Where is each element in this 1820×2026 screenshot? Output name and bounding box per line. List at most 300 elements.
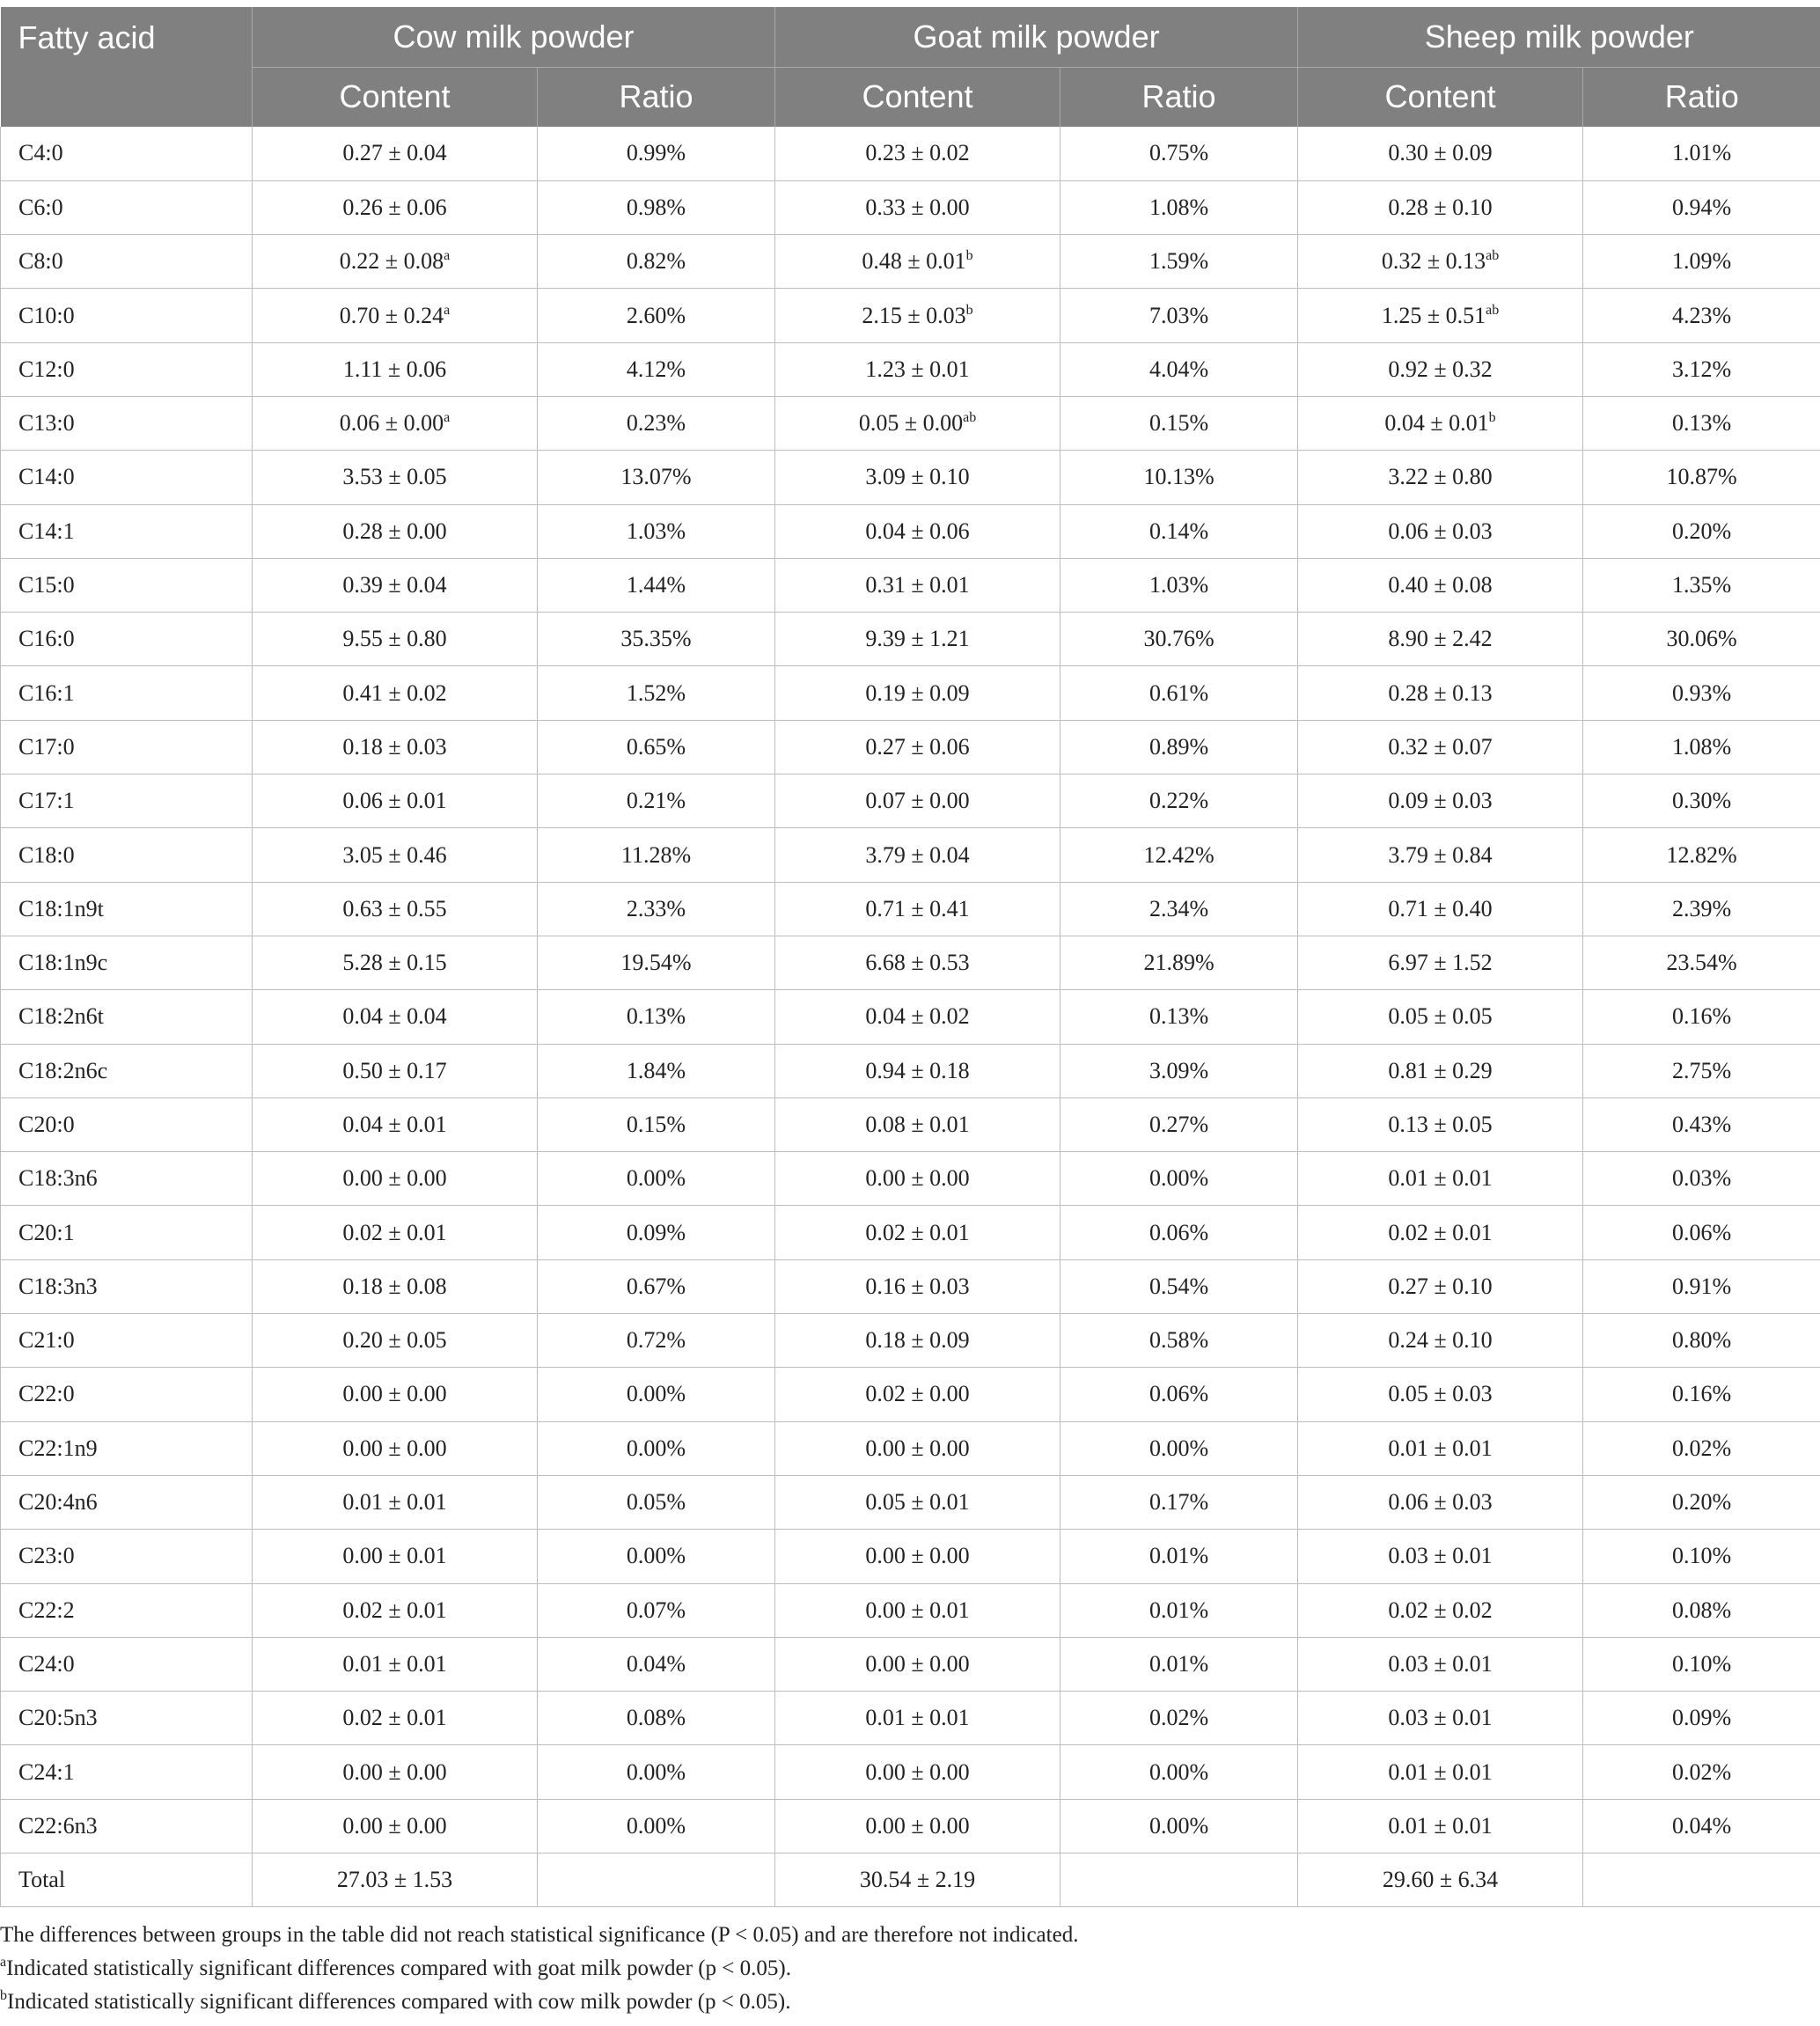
cell-cow-content bbox=[253, 774, 538, 828]
cell-value: 0.00% bbox=[626, 1381, 686, 1407]
cell-fatty-acid: C6:0 bbox=[1, 180, 253, 234]
cell-goat-ratio bbox=[1060, 1314, 1298, 1368]
cell-cow-ratio bbox=[538, 1206, 775, 1259]
cell-value: 0.06 ± 0.01 bbox=[342, 788, 447, 814]
cell-sheep-ratio bbox=[1583, 1745, 1820, 1799]
cell-sheep-ratio bbox=[1583, 1853, 1820, 1907]
significance-mark: b bbox=[965, 248, 973, 264]
cell-value: 0.21% bbox=[626, 788, 686, 814]
cell-sheep-content bbox=[1298, 1421, 1583, 1475]
cell-cow-content bbox=[253, 396, 538, 450]
cell-goat-ratio bbox=[1060, 504, 1298, 558]
footnote-b-mark: b bbox=[0, 1988, 7, 2003]
table-row bbox=[1, 1799, 1820, 1853]
cell-cow-ratio bbox=[538, 1692, 775, 1745]
cell-value: 0.00 ± 0.01 bbox=[865, 1597, 970, 1623]
cell-fatty-acid: C14:0 bbox=[1, 451, 253, 504]
cell-sheep-ratio bbox=[1583, 1206, 1820, 1259]
cell-value: 0.00 ± 0.00 bbox=[342, 1435, 447, 1461]
cell-value: 23.54% bbox=[1666, 950, 1737, 976]
cell-value: 0.75% bbox=[1149, 140, 1209, 166]
cell-value: 3.05 ± 0.46 bbox=[342, 841, 447, 868]
cell-goat-content bbox=[775, 1853, 1060, 1907]
cell-fatty-acid: C24:1 bbox=[1, 1745, 253, 1799]
cell-value: 0.20% bbox=[1671, 518, 1732, 544]
cell-goat-ratio bbox=[1060, 1583, 1298, 1637]
cell-cow-ratio bbox=[538, 235, 775, 289]
table-row bbox=[1, 936, 1820, 989]
table-row bbox=[1, 666, 1820, 720]
cell-goat-content bbox=[775, 1475, 1060, 1529]
cell-sheep-ratio bbox=[1583, 613, 1820, 666]
table-row bbox=[1, 1475, 1820, 1529]
cell-value: 0.18 ± 0.09 bbox=[865, 1327, 970, 1354]
footnote-b bbox=[0, 1986, 1820, 2019]
cell-goat-ratio bbox=[1060, 1259, 1298, 1313]
cell-sheep-ratio bbox=[1583, 289, 1820, 342]
cell-goat-content bbox=[775, 180, 1060, 234]
cell-value: 6.68 ± 0.53 bbox=[865, 950, 970, 976]
table-row bbox=[1, 1421, 1820, 1475]
table-row bbox=[1, 774, 1820, 828]
cell-value: 2.60% bbox=[626, 302, 686, 328]
cell-cow-ratio bbox=[538, 1314, 775, 1368]
cell-cow-content bbox=[253, 451, 538, 504]
cell-goat-ratio bbox=[1060, 451, 1298, 504]
cell-cow-content bbox=[253, 1259, 538, 1313]
cell-value: 12.42% bbox=[1143, 841, 1215, 868]
cell-value: 0.05 ± 0.01 bbox=[865, 1489, 970, 1516]
cell-sheep-ratio bbox=[1583, 1152, 1820, 1206]
cell-value: 0.28 ± 0.10 bbox=[1388, 194, 1493, 220]
cell-value: 1.11 ± 0.06 bbox=[342, 356, 447, 382]
cell-value: 0.19 ± 0.09 bbox=[865, 679, 970, 706]
cell-cow-content bbox=[253, 1475, 538, 1529]
cell-value: 0.94% bbox=[1671, 194, 1732, 220]
cell-sheep-ratio bbox=[1583, 1799, 1820, 1853]
cell-value: 0.16% bbox=[1671, 1003, 1732, 1030]
cell-goat-content bbox=[775, 1152, 1060, 1206]
cell-value: 0.00 ± 0.00 bbox=[865, 1543, 970, 1569]
cell-fatty-acid: C20:5n3 bbox=[1, 1692, 253, 1745]
cell-value: 3.79 ± 0.04 bbox=[865, 841, 970, 868]
cell-cow-content bbox=[253, 720, 538, 774]
cell-value: 0.02 ± 0.02 bbox=[1388, 1597, 1493, 1623]
cell-sheep-content bbox=[1298, 1799, 1583, 1853]
cell-fatty-acid: C18:3n3 bbox=[1, 1259, 253, 1313]
cell-cow-ratio bbox=[538, 1799, 775, 1853]
table-row bbox=[1, 235, 1820, 289]
cell-value: 0.43% bbox=[1671, 1111, 1732, 1137]
table-row bbox=[1, 504, 1820, 558]
cell-value: 0.01 ± 0.01 bbox=[1388, 1165, 1493, 1192]
footnote-a-text: Indicated statistically significant differences compared with goat milk powder (p < 0.05). bbox=[6, 1956, 791, 1980]
cell-value: 10.87% bbox=[1666, 464, 1737, 490]
cell-value: 0.00% bbox=[1149, 1758, 1209, 1785]
cell-goat-ratio bbox=[1060, 882, 1298, 936]
cell-value: 3.53 ± 0.05 bbox=[342, 464, 447, 490]
cell-value: 0.48 ± 0.01 bbox=[862, 248, 966, 275]
cell-value: 0.00 ± 0.00 bbox=[342, 1758, 447, 1785]
cell-value: 0.03 ± 0.01 bbox=[1388, 1650, 1493, 1677]
cell-cow-content bbox=[253, 828, 538, 882]
cell-sheep-ratio bbox=[1583, 1637, 1820, 1691]
cell-goat-ratio bbox=[1060, 127, 1298, 180]
cell-goat-ratio bbox=[1060, 1097, 1298, 1151]
cell-value: 0.23% bbox=[626, 410, 686, 437]
cell-value: 0.27 ± 0.04 bbox=[342, 140, 447, 166]
cell-value: 0.09 ± 0.03 bbox=[1388, 788, 1493, 814]
cell-value: 0.22% bbox=[1149, 788, 1209, 814]
cell-fatty-acid: C21:0 bbox=[1, 1314, 253, 1368]
cell-sheep-ratio bbox=[1583, 1368, 1820, 1421]
cell-cow-ratio bbox=[538, 1259, 775, 1313]
significance-mark: ab bbox=[1486, 248, 1500, 264]
cell-value: 0.08 ± 0.01 bbox=[865, 1111, 970, 1137]
cell-goat-ratio bbox=[1060, 235, 1298, 289]
cell-value: 0.01% bbox=[1149, 1543, 1209, 1569]
cell-value: 0.24 ± 0.10 bbox=[1388, 1327, 1493, 1354]
cell-value: 0.02% bbox=[1671, 1758, 1732, 1785]
cell-sheep-ratio bbox=[1583, 1314, 1820, 1368]
cell-sheep-ratio bbox=[1583, 1097, 1820, 1151]
cell-sheep-content bbox=[1298, 1637, 1583, 1691]
cell-sheep-content bbox=[1298, 558, 1583, 612]
cell-goat-content bbox=[775, 451, 1060, 504]
cell-value: 0.00% bbox=[1149, 1165, 1209, 1192]
cell-sheep-content bbox=[1298, 1044, 1583, 1097]
cell-goat-content bbox=[775, 1097, 1060, 1151]
cell-sheep-content bbox=[1298, 613, 1583, 666]
cell-value: 0.98% bbox=[626, 194, 686, 220]
cell-value: 0.05 ± 0.03 bbox=[1388, 1381, 1493, 1407]
cell-sheep-content bbox=[1298, 666, 1583, 720]
cell-cow-ratio bbox=[538, 990, 775, 1044]
cell-value: 0.20 ± 0.05 bbox=[342, 1327, 447, 1354]
cell-value: 0.05 ± 0.00 bbox=[858, 410, 964, 437]
cell-goat-ratio bbox=[1060, 396, 1298, 450]
cell-sheep-content bbox=[1298, 1314, 1583, 1368]
cell-goat-ratio bbox=[1060, 936, 1298, 989]
cell-value: 0.81 ± 0.29 bbox=[1388, 1057, 1493, 1083]
cell-value: 0.01% bbox=[1149, 1650, 1209, 1677]
cell-cow-content bbox=[253, 504, 538, 558]
cell-cow-ratio bbox=[538, 774, 775, 828]
cell-value: 0.01 ± 0.01 bbox=[865, 1705, 970, 1731]
cell-goat-ratio bbox=[1060, 1853, 1298, 1907]
cell-sheep-ratio bbox=[1583, 1259, 1820, 1313]
table-body bbox=[1, 127, 1820, 1907]
cell-value: 12.82% bbox=[1666, 841, 1737, 868]
cell-fatty-acid: C20:1 bbox=[1, 1206, 253, 1259]
cell-value: 0.13 ± 0.05 bbox=[1388, 1111, 1493, 1137]
cell-value: 0.54% bbox=[1149, 1273, 1209, 1299]
cell-goat-ratio bbox=[1060, 1152, 1298, 1206]
cell-goat-content bbox=[775, 396, 1060, 450]
table-row bbox=[1, 1044, 1820, 1097]
cell-goat-content bbox=[775, 558, 1060, 612]
cell-value: 1.84% bbox=[626, 1057, 686, 1083]
cell-cow-content bbox=[253, 127, 538, 180]
cell-value: 1.23 ± 0.01 bbox=[865, 356, 970, 382]
cell-goat-ratio bbox=[1060, 1206, 1298, 1259]
cell-cow-content bbox=[253, 558, 538, 612]
cell-cow-content bbox=[253, 1152, 538, 1206]
cell-goat-content bbox=[775, 289, 1060, 342]
cell-goat-content bbox=[775, 1368, 1060, 1421]
cell-value: 1.59% bbox=[1149, 248, 1209, 275]
cell-goat-content bbox=[775, 1799, 1060, 1853]
cell-cow-content bbox=[253, 1637, 538, 1691]
cell-value: 1.08% bbox=[1149, 194, 1209, 220]
table-row bbox=[1, 1206, 1820, 1259]
cell-goat-content bbox=[775, 1692, 1060, 1745]
cell-value: 0.00% bbox=[1149, 1812, 1209, 1839]
cell-cow-content bbox=[253, 180, 538, 234]
cell-goat-content bbox=[775, 1044, 1060, 1097]
cell-value: 0.26 ± 0.06 bbox=[342, 194, 447, 220]
significance-mark: ab bbox=[1486, 302, 1500, 318]
table-row bbox=[1, 289, 1820, 342]
cell-goat-ratio bbox=[1060, 1745, 1298, 1799]
cell-goat-ratio bbox=[1060, 1530, 1298, 1583]
significance-mark: a bbox=[444, 410, 451, 426]
footnote-a-mark: a bbox=[0, 1955, 7, 1970]
cell-value: 9.39 ± 1.21 bbox=[865, 626, 970, 652]
cell-sheep-ratio bbox=[1583, 1692, 1820, 1745]
cell-fatty-acid: C17:0 bbox=[1, 720, 253, 774]
cell-sheep-content bbox=[1298, 289, 1583, 342]
cell-value: 0.27 ± 0.06 bbox=[865, 733, 970, 760]
table-row bbox=[1, 1368, 1820, 1421]
header-fatty-acid: Fatty acid bbox=[1, 7, 253, 127]
cell-value: 29.60 ± 6.34 bbox=[1382, 1867, 1499, 1893]
cell-value: 0.02 ± 0.01 bbox=[865, 1219, 970, 1245]
cell-value: 0.17% bbox=[1149, 1489, 1209, 1516]
cell-cow-content bbox=[253, 990, 538, 1044]
cell-cow-ratio bbox=[538, 1044, 775, 1097]
cell-goat-ratio bbox=[1060, 558, 1298, 612]
cell-value: 0.01 ± 0.01 bbox=[1388, 1812, 1493, 1839]
cell-value: 0.22 ± 0.08 bbox=[339, 248, 444, 275]
cell-sheep-ratio bbox=[1583, 720, 1820, 774]
cell-value: 0.13% bbox=[1671, 410, 1732, 437]
cell-value: 0.15% bbox=[1149, 410, 1209, 437]
cell-value: 1.35% bbox=[1671, 572, 1732, 598]
cell-fatty-acid: C16:1 bbox=[1, 666, 253, 720]
cell-fatty-acid: C22:0 bbox=[1, 1368, 253, 1421]
cell-value: 1.08% bbox=[1671, 733, 1732, 760]
cell-fatty-acid: C14:1 bbox=[1, 504, 253, 558]
cell-cow-content bbox=[253, 613, 538, 666]
cell-value: 0.09% bbox=[626, 1219, 686, 1245]
header-group-sheep: Sheep milk powder bbox=[1298, 7, 1820, 67]
cell-value: 0.50 ± 0.17 bbox=[342, 1057, 447, 1083]
cell-cow-content bbox=[253, 1368, 538, 1421]
cell-cow-ratio bbox=[538, 666, 775, 720]
cell-cow-content bbox=[253, 936, 538, 989]
cell-sheep-ratio bbox=[1583, 882, 1820, 936]
cell-goat-content bbox=[775, 127, 1060, 180]
table-row bbox=[1, 396, 1820, 450]
cell-value: 0.07% bbox=[626, 1597, 686, 1623]
cell-fatty-acid: C24:0 bbox=[1, 1637, 253, 1691]
cell-value: 0.03% bbox=[1671, 1165, 1732, 1192]
cell-cow-ratio bbox=[538, 1583, 775, 1637]
footnote-b-text: Indicated statistically significant differences compared with cow milk powder (p < 0.05). bbox=[7, 1990, 791, 2014]
cell-value: 11.28% bbox=[620, 841, 692, 868]
cell-value: 6.97 ± 1.52 bbox=[1388, 950, 1493, 976]
cell-value: 0.02 ± 0.01 bbox=[342, 1597, 447, 1623]
cell-goat-content bbox=[775, 936, 1060, 989]
cell-value: 0.06 ± 0.00 bbox=[339, 410, 444, 437]
cell-sheep-content bbox=[1298, 1475, 1583, 1529]
cell-value: 0.14% bbox=[1149, 518, 1209, 544]
cell-value: 0.18 ± 0.08 bbox=[342, 1273, 447, 1299]
cell-cow-content bbox=[253, 1745, 538, 1799]
cell-value: 0.18 ± 0.03 bbox=[342, 733, 447, 760]
cell-value: 30.54 ± 2.19 bbox=[859, 1867, 976, 1893]
cell-value: 0.09% bbox=[1671, 1705, 1732, 1731]
cell-value: 0.93% bbox=[1671, 679, 1732, 706]
cell-sheep-ratio bbox=[1583, 396, 1820, 450]
header-row-sub bbox=[1, 67, 1820, 127]
cell-goat-content bbox=[775, 774, 1060, 828]
cell-value: 35.35% bbox=[620, 626, 692, 652]
cell-value: 0.02% bbox=[1149, 1705, 1209, 1731]
cell-sheep-ratio bbox=[1583, 1421, 1820, 1475]
fatty-acid-table bbox=[0, 7, 1820, 1907]
cell-cow-ratio bbox=[538, 1530, 775, 1583]
table-row bbox=[1, 1259, 1820, 1313]
cell-value: 4.04% bbox=[1149, 356, 1209, 382]
cell-goat-content bbox=[775, 666, 1060, 720]
cell-value: 1.25 ± 0.51 bbox=[1381, 302, 1486, 328]
cell-cow-content bbox=[253, 1044, 538, 1097]
cell-value: 0.00 ± 0.00 bbox=[865, 1812, 970, 1839]
cell-goat-content bbox=[775, 882, 1060, 936]
cell-value: 0.40 ± 0.08 bbox=[1388, 572, 1493, 598]
cell-goat-content bbox=[775, 504, 1060, 558]
table-row bbox=[1, 1097, 1820, 1151]
cell-goat-ratio bbox=[1060, 1637, 1298, 1691]
cell-value: 0.06% bbox=[1671, 1219, 1732, 1245]
cell-fatty-acid: C18:0 bbox=[1, 828, 253, 882]
cell-value: 0.32 ± 0.07 bbox=[1388, 733, 1493, 760]
cell-fatty-acid: C12:0 bbox=[1, 342, 253, 396]
cell-goat-content bbox=[775, 1583, 1060, 1637]
cell-value: 0.67% bbox=[626, 1273, 686, 1299]
cell-value: 7.03% bbox=[1149, 302, 1209, 328]
cell-sheep-ratio bbox=[1583, 990, 1820, 1044]
cell-fatty-acid: C18:3n6 bbox=[1, 1152, 253, 1206]
cell-value: 0.70 ± 0.24 bbox=[339, 302, 444, 328]
cell-value: 0.10% bbox=[1671, 1650, 1732, 1677]
cell-value: 0.00% bbox=[626, 1165, 686, 1192]
cell-value: 0.89% bbox=[1149, 733, 1209, 760]
cell-cow-ratio bbox=[538, 342, 775, 396]
table-row bbox=[1, 1637, 1820, 1691]
header-cow-ratio: Ratio bbox=[538, 67, 775, 127]
cell-value: 0.00% bbox=[1149, 1435, 1209, 1461]
cell-value: 0.80% bbox=[1671, 1327, 1732, 1354]
cell-goat-content bbox=[775, 613, 1060, 666]
cell-cow-ratio bbox=[538, 504, 775, 558]
cell-cow-ratio bbox=[538, 289, 775, 342]
cell-fatty-acid: C17:1 bbox=[1, 774, 253, 828]
cell-value: 0.00 ± 0.00 bbox=[865, 1650, 970, 1677]
cell-value: 3.79 ± 0.84 bbox=[1388, 841, 1493, 868]
cell-sheep-content bbox=[1298, 1692, 1583, 1745]
cell-fatty-acid: C10:0 bbox=[1, 289, 253, 342]
cell-sheep-ratio bbox=[1583, 558, 1820, 612]
cell-value: 0.32 ± 0.13 bbox=[1381, 248, 1486, 275]
cell-sheep-content bbox=[1298, 1152, 1583, 1206]
cell-value: 0.04 ± 0.02 bbox=[865, 1003, 970, 1030]
cell-goat-content bbox=[775, 342, 1060, 396]
cell-cow-content bbox=[253, 342, 538, 396]
cell-goat-ratio bbox=[1060, 720, 1298, 774]
cell-value: 0.01 ± 0.01 bbox=[342, 1489, 447, 1516]
cell-sheep-ratio bbox=[1583, 127, 1820, 180]
cell-value: 0.00 ± 0.00 bbox=[865, 1435, 970, 1461]
cell-value: 0.92 ± 0.32 bbox=[1388, 356, 1493, 382]
cell-sheep-content bbox=[1298, 936, 1583, 989]
cell-value: 0.04% bbox=[626, 1650, 686, 1677]
cell-value: 4.23% bbox=[1671, 302, 1732, 328]
cell-sheep-content bbox=[1298, 720, 1583, 774]
table-row bbox=[1, 451, 1820, 504]
cell-value: 21.89% bbox=[1143, 950, 1215, 976]
cell-value: 0.05% bbox=[626, 1489, 686, 1516]
cell-cow-content bbox=[253, 1583, 538, 1637]
cell-fatty-acid: Total bbox=[1, 1853, 253, 1907]
cell-value: 0.00% bbox=[626, 1435, 686, 1461]
cell-sheep-content bbox=[1298, 504, 1583, 558]
cell-value: 0.06% bbox=[1149, 1219, 1209, 1245]
cell-value: 0.06 ± 0.03 bbox=[1388, 1489, 1493, 1516]
cell-sheep-ratio bbox=[1583, 828, 1820, 882]
cell-goat-ratio bbox=[1060, 289, 1298, 342]
cell-sheep-content bbox=[1298, 180, 1583, 234]
cell-sheep-ratio bbox=[1583, 451, 1820, 504]
significance-mark: b bbox=[1488, 410, 1496, 426]
cell-value: 0.00 ± 0.00 bbox=[865, 1758, 970, 1785]
cell-value: 0.02% bbox=[1671, 1435, 1732, 1461]
table-row bbox=[1, 342, 1820, 396]
table-header bbox=[1, 7, 1820, 127]
cell-value: 10.13% bbox=[1143, 464, 1215, 490]
header-group-goat: Goat milk powder bbox=[775, 7, 1298, 67]
table-row bbox=[1, 1314, 1820, 1368]
cell-goat-ratio bbox=[1060, 1692, 1298, 1745]
cell-cow-ratio bbox=[538, 1421, 775, 1475]
cell-cow-content bbox=[253, 1799, 538, 1853]
cell-cow-ratio bbox=[538, 451, 775, 504]
cell-value: 2.75% bbox=[1671, 1057, 1732, 1083]
cell-cow-ratio bbox=[538, 180, 775, 234]
cell-goat-content bbox=[775, 1421, 1060, 1475]
cell-cow-ratio bbox=[538, 1097, 775, 1151]
cell-cow-content bbox=[253, 1853, 538, 1907]
cell-fatty-acid: C4:0 bbox=[1, 127, 253, 180]
cell-sheep-ratio bbox=[1583, 936, 1820, 989]
cell-goat-ratio bbox=[1060, 613, 1298, 666]
cell-cow-ratio bbox=[538, 720, 775, 774]
cell-value: 0.15% bbox=[626, 1111, 686, 1137]
table-container bbox=[0, 7, 1820, 1907]
cell-value: 0.02 ± 0.01 bbox=[342, 1705, 447, 1731]
